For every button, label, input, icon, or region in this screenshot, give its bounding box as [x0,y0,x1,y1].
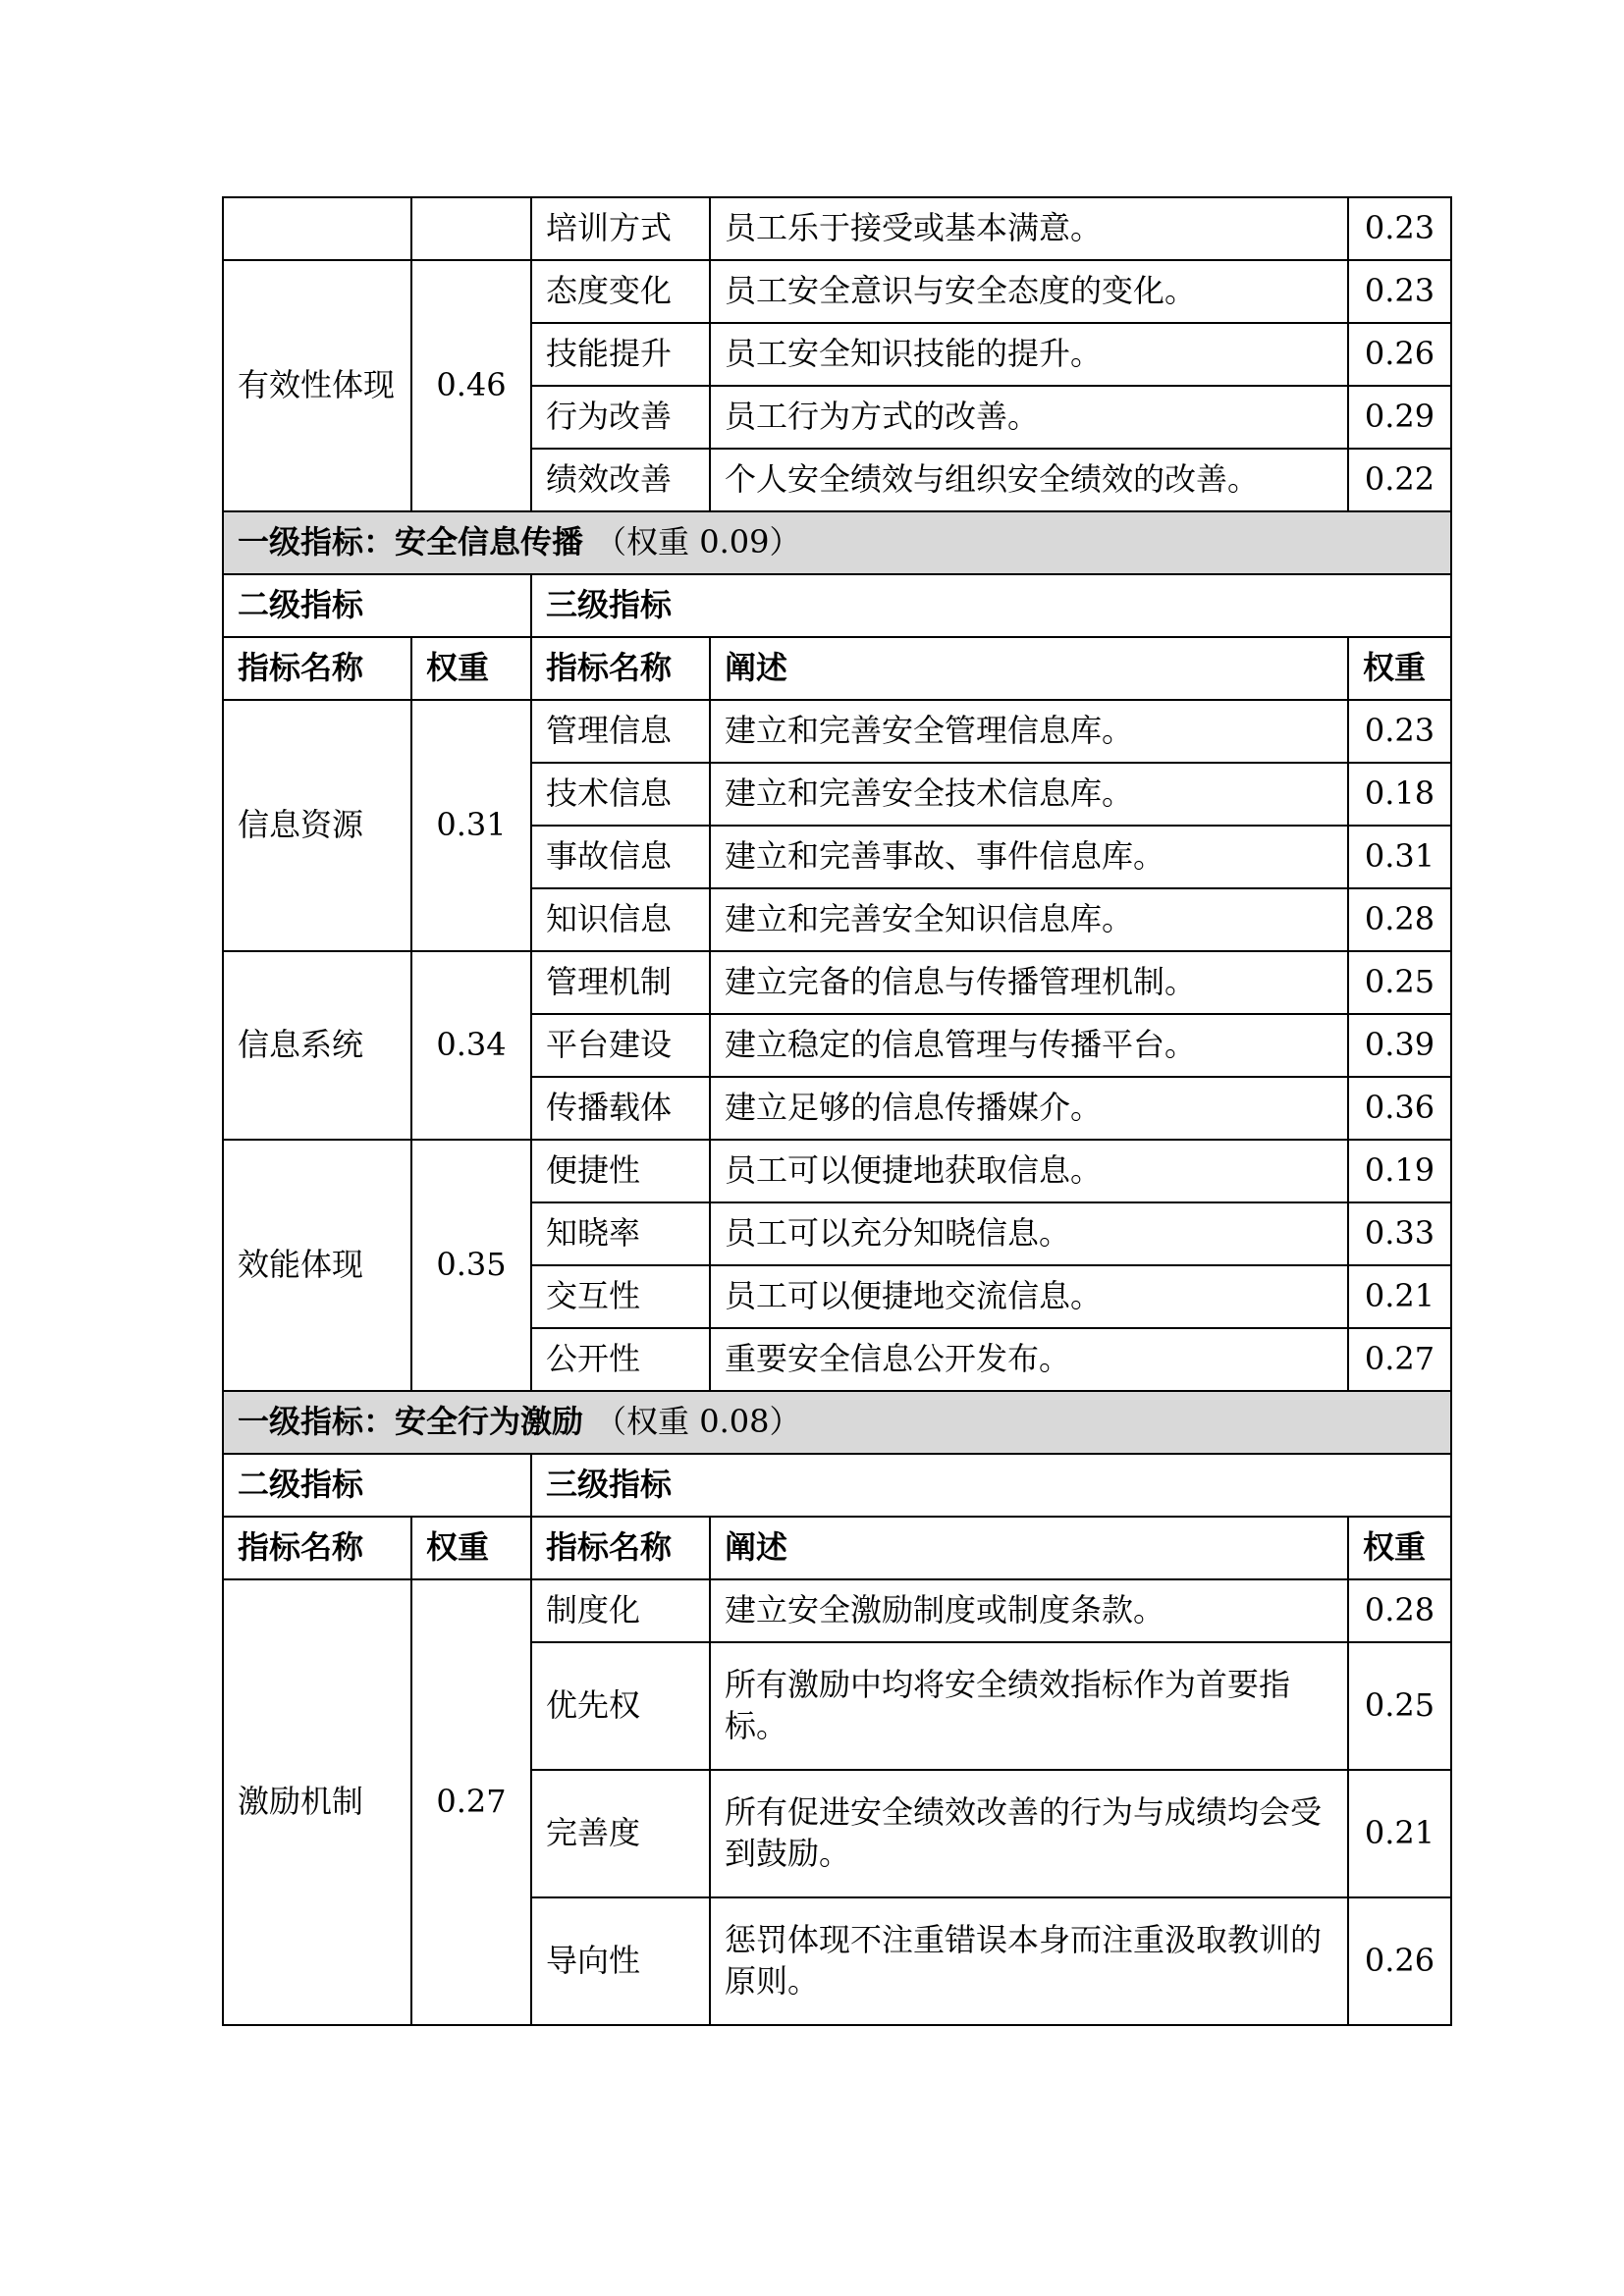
level1-header [223,511,1451,574]
level1-header [223,1391,1451,1454]
level2-name-cell [223,197,411,260]
level3-description: 员工安全意识与安全态度的变化。 [710,260,1348,323]
level3-weight: 0.28 [1348,888,1451,951]
col-header-name: 指标名称 [531,1517,710,1579]
level3-description: 员工可以便捷地交流信息。 [710,1265,1348,1328]
level3-description: 员工行为方式的改善。 [710,386,1348,449]
level3-description: 惩罚体现不注重错误本身而注重汲取教训的原则。 [710,1897,1348,2025]
level3-description: 员工可以充分知晓信息。 [710,1202,1348,1265]
level3-weight: 0.31 [1348,826,1451,888]
level3-name: 知识信息 [531,888,710,951]
level3-weight: 0.27 [1348,1328,1451,1391]
level1-header-row [223,511,1451,574]
level3-description: 员工可以便捷地获取信息。 [710,1140,1348,1202]
level2-name: 信息系统 [223,951,411,1140]
level3-name: 知晓率 [531,1202,710,1265]
col-header-weight: 权重 [1348,1517,1451,1579]
level2-weight: 0.35 [411,1140,531,1391]
level2-name: 有效性体现 [223,260,411,511]
level3-name: 态度变化 [531,260,710,323]
level3-weight: 0.19 [1348,1140,1451,1202]
level3-weight: 0.39 [1348,1014,1451,1077]
level3-weight: 0.26 [1348,1897,1451,2025]
level1-title: 安全行为激励 [395,1403,584,1441]
level2-weight: 0.46 [411,260,531,511]
column-header-row [223,1517,1451,1579]
level3-weight: 0.21 [1348,1265,1451,1328]
table-row [223,1579,1451,1642]
level3-weight: 0.23 [1348,260,1451,323]
level3-name: 传播载体 [531,1077,710,1140]
level3-name: 公开性 [531,1328,710,1391]
level3-description: 建立完备的信息与传播管理机制。 [710,951,1348,1014]
level3-weight: 0.26 [1348,323,1451,386]
col-header-weight: 权重 [411,1517,531,1579]
level2-weight: 0.27 [411,1579,531,2025]
level3-description: 建立安全激励制度或制度条款。 [710,1579,1348,1642]
level3-weight: 0.25 [1348,951,1451,1014]
col-header-description: 阐述 [710,637,1348,700]
level3-weight: 0.36 [1348,1077,1451,1140]
level3-name: 培训方式 [531,197,710,260]
level1-header-row [223,1391,1451,1454]
level3-description: 建立足够的信息传播媒介。 [710,1077,1348,1140]
level3-description: 建立和完善安全管理信息库。 [710,700,1348,763]
indicator-table [222,196,1452,2026]
level3-description: 员工安全知识技能的提升。 [710,323,1348,386]
level3-name: 绩效改善 [531,449,710,511]
level3-name: 技术信息 [531,763,710,826]
level2-weight: 0.34 [411,951,531,1140]
level1-weight: （权重 0.08） [595,1403,801,1441]
col-header-name: 指标名称 [531,637,710,700]
col-header-name: 指标名称 [223,1517,411,1579]
level3-name: 管理机制 [531,951,710,1014]
level3-weight: 0.23 [1348,197,1451,260]
level3-description: 建立和完善安全技术信息库。 [710,763,1348,826]
level2-weight-cell [411,197,531,260]
level3-name: 行为改善 [531,386,710,449]
level3-weight: 0.28 [1348,1579,1451,1642]
col-header-weight: 权重 [1348,637,1451,700]
level3-name: 便捷性 [531,1140,710,1202]
level3-weight: 0.22 [1348,449,1451,511]
col-header-name: 指标名称 [223,637,411,700]
level-header-row [223,1454,1451,1517]
level3-name: 事故信息 [531,826,710,888]
level3-name: 优先权 [531,1642,710,1770]
level3-header: 三级指标 [531,1454,1451,1517]
level2-weight: 0.31 [411,700,531,951]
level3-weight: 0.21 [1348,1770,1451,1897]
level3-weight: 0.33 [1348,1202,1451,1265]
level3-header: 三级指标 [531,574,1451,637]
col-header-description: 阐述 [710,1517,1348,1579]
col-header-weight: 权重 [411,637,531,700]
table-row [223,700,1451,763]
level3-description: 建立和完善事故、事件信息库。 [710,826,1348,888]
table-row [223,1140,1451,1202]
level2-header: 二级指标 [223,1454,531,1517]
level3-description: 员工乐于接受或基本满意。 [710,197,1348,260]
level3-name: 导向性 [531,1897,710,2025]
level3-weight: 0.25 [1348,1642,1451,1770]
level3-description: 所有促进安全绩效改善的行为与成绩均会受到鼓励。 [710,1770,1348,1897]
level2-name: 激励机制 [223,1579,411,2025]
level3-weight: 0.29 [1348,386,1451,449]
level-header-row [223,574,1451,637]
table-row [223,260,1451,323]
level3-description: 所有激励中均将安全绩效指标作为首要指标。 [710,1642,1348,1770]
level3-name: 平台建设 [531,1014,710,1077]
level1-title: 安全信息传播 [395,523,584,561]
level3-name: 管理信息 [531,700,710,763]
level2-header: 二级指标 [223,574,531,637]
level3-weight: 0.23 [1348,700,1451,763]
level3-name: 完善度 [531,1770,710,1897]
level1-prefix: 一级指标： [238,1403,396,1441]
table-row [223,197,1451,260]
level3-weight: 0.18 [1348,763,1451,826]
level1-weight: （权重 0.09） [595,523,801,561]
level3-name: 交互性 [531,1265,710,1328]
level1-prefix: 一级指标： [238,523,396,561]
level3-description: 个人安全绩效与组织安全绩效的改善。 [710,449,1348,511]
level3-name: 技能提升 [531,323,710,386]
level3-description: 重要安全信息公开发布。 [710,1328,1348,1391]
column-header-row [223,637,1451,700]
level2-name: 信息资源 [223,700,411,951]
level3-description: 建立和完善安全知识信息库。 [710,888,1348,951]
table-row [223,951,1451,1014]
level3-description: 建立稳定的信息管理与传播平台。 [710,1014,1348,1077]
level2-name: 效能体现 [223,1140,411,1391]
level3-name: 制度化 [531,1579,710,1642]
